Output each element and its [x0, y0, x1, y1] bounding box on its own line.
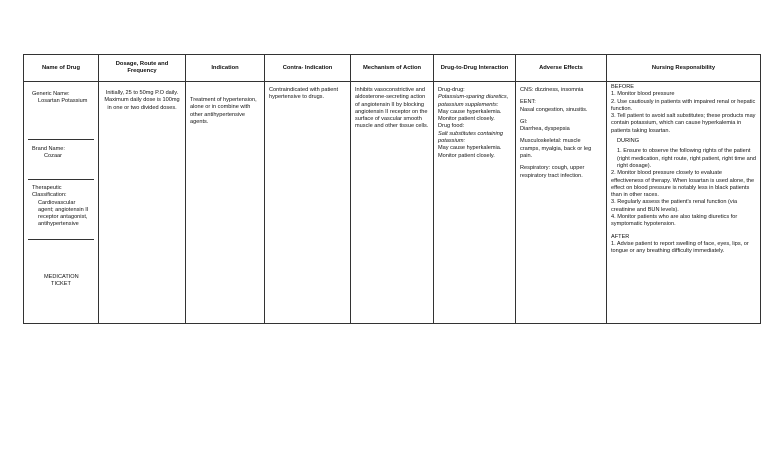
contra-indication-cell — [265, 82, 351, 324]
nursing-during-2: 2. Monitor blood pressure closely to evaluate effectiveness of therapy. When losartan is used alone, the effect on blood pressure is notably less in black patients than in other races. — [611, 170, 755, 199]
generic-name-label: Generic Name: — [32, 91, 70, 97]
dosage-text: Initially, 25 to 50mg P.O daily. Maximum daily dose is 100mg in one or two divided doses. — [104, 90, 180, 111]
nursing-during-1: 1. Ensure to observe the following rights of the patient (right medication, right route, right patient, right time and right dosage). — [617, 148, 756, 169]
indication-text: Treatment of hypertension, alone or in combine with other antihypertensive agents. — [190, 97, 257, 125]
nursing-after-label: AFTER — [611, 233, 630, 240]
drug-food-italic: Salt substitutes containing potassium: — [438, 130, 503, 145]
adverse-respiratory: Respiratory: cough, upper respiratory tract infection. — [520, 165, 585, 179]
adverse-cns: CNS: dizziness, insomnia — [520, 87, 584, 93]
content-row — [24, 82, 761, 324]
brand-name-value: Cozaar — [44, 153, 63, 160]
nursing-before-3: 3. Tell patient to avoid salt substitutes; these products may contain potassium, which can cause hyperkalemia in patients taking losartan. — [611, 113, 756, 134]
nursing-before-label: BEFORE — [611, 84, 635, 90]
header-dosage: Dosage, Route and Frequency — [99, 55, 186, 82]
nursing-before-1: 1. Monitor blood pressure — [611, 91, 675, 98]
header-mechanism: Mechanism of Action — [351, 55, 434, 82]
drug-study-table — [23, 54, 761, 324]
adverse-eent-text: Nasal congestion, sinusitis. — [520, 106, 588, 113]
mechanism-text: Inhibits vasoconstrictive and aldosterone-secreting action of angiotensin II by blocking angiotensin II receptor on the surface of vascular smooth muscle and other tissue cells. — [355, 87, 429, 130]
nursing-during-label: DURING — [617, 138, 640, 145]
header-indication: Indication — [186, 55, 265, 82]
header-interaction: Drug-to-Drug Interaction — [434, 55, 516, 82]
classification-value: Cardiovascular agent; angiotensin II receptor antagonist, antihypertensive — [38, 199, 89, 228]
adverse-musculoskeletal: Musculoskeletal: muscle cramps, myalgia, back or leg pain. — [520, 138, 592, 160]
header-name-of-drug: Name of Drug — [24, 55, 99, 82]
classification-block — [28, 180, 94, 240]
dosage-cell — [99, 82, 186, 324]
drug-food-label: Drug food: — [438, 123, 465, 130]
drug-drug-label: Drug-drug: — [438, 87, 465, 93]
brand-name-block — [28, 140, 94, 180]
indication-cell — [186, 82, 265, 324]
medication-ticket-block — [28, 240, 94, 291]
mechanism-cell — [351, 82, 434, 324]
drug-food-text: May cause hyperkalemia. Monitor patient closely. — [438, 145, 502, 159]
nursing-during-3: 3. Regularly assess the patient's renal function (via creatinine and BUN levels). — [611, 199, 738, 213]
adverse-gi-text: Diarrhea, dyspepsia — [520, 126, 570, 133]
header-contra-indication: Contra- Indication — [265, 55, 351, 82]
adverse-gi-label: GI: — [520, 118, 528, 125]
generic-name-value: Losartan Potassium — [38, 98, 88, 105]
nursing-during-4: 4. Monitor patients who are also taking diuretics for symptomatic hypotension. — [611, 214, 738, 228]
classification-label: Therapeutic Classification: — [32, 185, 67, 199]
brand-name-label: Brand Name: — [32, 146, 65, 152]
adverse-eent-label: EENT: — [520, 99, 536, 106]
medication-ticket-label: MEDICATION TICKET — [44, 274, 79, 288]
nursing-after-1: 1. Advise patient to report swelling of face, eyes, lips, or tongue or any breathing difficulty immediately. — [611, 240, 749, 255]
name-of-drug-cell — [24, 82, 99, 324]
interaction-cell — [434, 82, 516, 324]
adverse-effects-cell — [516, 82, 607, 324]
header-adverse-effects: Adverse Effects — [516, 55, 607, 82]
nursing-before-2: 2. Use cautiously in patients with impaired renal or hepatic function. — [611, 98, 756, 112]
header-row — [24, 55, 761, 82]
drug-drug-text: May cause hyperkalemia. Monitor patient closely. — [438, 108, 502, 123]
contra-indication-text: Contraindicated with patient hypertensive to drugs. — [269, 87, 339, 101]
header-nursing-responsibility: Nursing Responsibility — [607, 55, 761, 82]
nursing-responsibility-cell — [607, 82, 761, 324]
drug-drug-italic: Potassium-sparing diuretics, potassium supplements: — [438, 94, 509, 108]
generic-name-block — [28, 84, 94, 140]
